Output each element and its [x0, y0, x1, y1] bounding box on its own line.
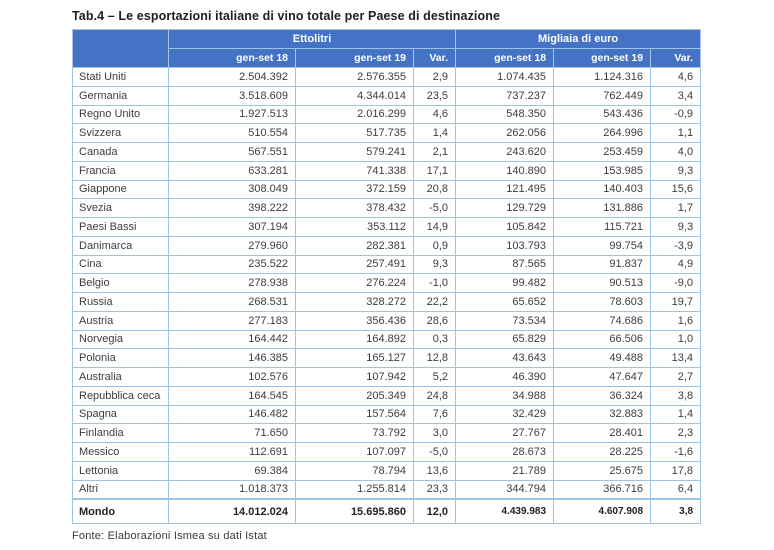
value-cell: 19,7 — [651, 293, 701, 312]
value-cell: 307.194 — [169, 218, 296, 237]
value-cell: 99.482 — [456, 274, 554, 293]
col-header-euro-gen-set-18: gen-set 18 — [456, 49, 554, 68]
value-cell: 741.338 — [296, 161, 414, 180]
value-cell: -5,0 — [414, 443, 456, 462]
table-row — [73, 199, 701, 218]
value-cell: 165.127 — [296, 349, 414, 368]
value-cell: 17,8 — [651, 461, 701, 480]
value-cell: 567.551 — [169, 143, 296, 162]
total-value-cell: 14.012.024 — [169, 499, 296, 524]
value-cell: 157.564 — [296, 405, 414, 424]
value-cell: 3,0 — [414, 424, 456, 443]
value-cell: 102.576 — [169, 368, 296, 387]
value-cell: 510.554 — [169, 124, 296, 143]
value-cell: 0,3 — [414, 330, 456, 349]
group-header-ettolitri: Ettolitri — [169, 30, 456, 49]
value-cell: 2.504.392 — [169, 68, 296, 87]
value-cell: 2,9 — [414, 68, 456, 87]
value-cell: 378.432 — [296, 199, 414, 218]
value-cell: 112.691 — [169, 443, 296, 462]
total-value-cell: 15.695.860 — [296, 499, 414, 524]
value-cell: 1.255.814 — [296, 480, 414, 499]
table-row — [73, 424, 701, 443]
table-row — [73, 311, 701, 330]
table-row — [73, 236, 701, 255]
table-row — [73, 349, 701, 368]
value-cell: 140.403 — [554, 180, 651, 199]
country-cell: Canada — [73, 143, 169, 162]
table-row — [73, 124, 701, 143]
value-cell: 548.350 — [456, 105, 554, 124]
col-header-etto-gen-set-18: gen-set 18 — [169, 49, 296, 68]
value-cell: 99.754 — [554, 236, 651, 255]
value-cell: 9,3 — [414, 255, 456, 274]
value-cell: 164.892 — [296, 330, 414, 349]
wine-exports-table — [72, 29, 701, 524]
value-cell: 164.442 — [169, 330, 296, 349]
value-cell: 2,3 — [651, 424, 701, 443]
value-cell: 2,1 — [414, 143, 456, 162]
value-cell: 115.721 — [554, 218, 651, 237]
value-cell: 1.927.513 — [169, 105, 296, 124]
total-row — [73, 499, 701, 524]
table-row — [73, 255, 701, 274]
value-cell: -9,0 — [651, 274, 701, 293]
value-cell: 1,4 — [651, 405, 701, 424]
value-cell: 372.159 — [296, 180, 414, 199]
table-row — [73, 368, 701, 387]
value-cell: 146.385 — [169, 349, 296, 368]
value-cell: 105.842 — [456, 218, 554, 237]
value-cell: 78.603 — [554, 293, 651, 312]
country-cell: Stati Uniti — [73, 68, 169, 87]
value-cell: 9,3 — [651, 218, 701, 237]
value-cell: 0,9 — [414, 236, 456, 255]
country-cell: Danimarca — [73, 236, 169, 255]
country-cell: Russia — [73, 293, 169, 312]
group-header-row — [73, 30, 701, 49]
country-cell: Paesi Bassi — [73, 218, 169, 237]
value-cell: 253.459 — [554, 143, 651, 162]
value-cell: 1,1 — [651, 124, 701, 143]
value-cell: 243.620 — [456, 143, 554, 162]
value-cell: 279.960 — [169, 236, 296, 255]
value-cell: 2.016.299 — [296, 105, 414, 124]
table-row — [73, 143, 701, 162]
country-cell: Regno Unito — [73, 105, 169, 124]
table-row — [73, 105, 701, 124]
value-cell: 1,7 — [651, 199, 701, 218]
value-cell: 129.729 — [456, 199, 554, 218]
value-cell: 264.996 — [554, 124, 651, 143]
value-cell: 4,9 — [651, 255, 701, 274]
value-cell: 3.518.609 — [169, 86, 296, 105]
value-cell: 356.436 — [296, 311, 414, 330]
value-cell: 65.652 — [456, 293, 554, 312]
table-header — [73, 30, 701, 68]
value-cell: 1.018.373 — [169, 480, 296, 499]
value-cell: 4,6 — [414, 105, 456, 124]
value-cell: 49.488 — [554, 349, 651, 368]
value-cell: 277.183 — [169, 311, 296, 330]
source-note: Fonte: Elaborazioni Ismea su dati Istat — [72, 530, 267, 543]
value-cell: 1.074.435 — [456, 68, 554, 87]
country-cell: Spagna — [73, 405, 169, 424]
value-cell: 328.272 — [296, 293, 414, 312]
value-cell: 15,6 — [651, 180, 701, 199]
value-cell: 308.049 — [169, 180, 296, 199]
value-cell: 107.942 — [296, 368, 414, 387]
value-cell: 5,2 — [414, 368, 456, 387]
value-cell: 32.429 — [456, 405, 554, 424]
country-cell: Repubblica ceca — [73, 386, 169, 405]
table-row — [73, 68, 701, 87]
value-cell: 2.576.355 — [296, 68, 414, 87]
country-cell: Svezia — [73, 199, 169, 218]
value-cell: 262.056 — [456, 124, 554, 143]
group-header-migliaia-di-euro: Migliaia di euro — [456, 30, 701, 49]
value-cell: 28.401 — [554, 424, 651, 443]
table-body — [73, 68, 701, 500]
value-cell: 91.837 — [554, 255, 651, 274]
value-cell: 27.767 — [456, 424, 554, 443]
value-cell: 282.381 — [296, 236, 414, 255]
table-row — [73, 180, 701, 199]
value-cell: 4,0 — [651, 143, 701, 162]
table-row — [73, 405, 701, 424]
value-cell: 3,4 — [651, 86, 701, 105]
value-cell: 78.794 — [296, 461, 414, 480]
value-cell: 235.522 — [169, 255, 296, 274]
value-cell: 43.643 — [456, 349, 554, 368]
value-cell: 146.482 — [169, 405, 296, 424]
value-cell: 543.436 — [554, 105, 651, 124]
country-cell: Finlandia — [73, 424, 169, 443]
value-cell: 65.829 — [456, 330, 554, 349]
value-cell: 13,6 — [414, 461, 456, 480]
value-cell: 257.491 — [296, 255, 414, 274]
country-cell: Germania — [73, 86, 169, 105]
value-cell: 14,9 — [414, 218, 456, 237]
value-cell: 17,1 — [414, 161, 456, 180]
value-cell: 28.225 — [554, 443, 651, 462]
value-cell: 4,6 — [651, 68, 701, 87]
value-cell: 1,4 — [414, 124, 456, 143]
corner-cell — [73, 30, 169, 68]
value-cell: 762.449 — [554, 86, 651, 105]
country-cell: Polonia — [73, 349, 169, 368]
value-cell: 28.673 — [456, 443, 554, 462]
country-cell: Lettonia — [73, 461, 169, 480]
value-cell: 1,6 — [651, 311, 701, 330]
value-cell: 344.794 — [456, 480, 554, 499]
value-cell: -0,9 — [651, 105, 701, 124]
value-cell: 205.349 — [296, 386, 414, 405]
table-row — [73, 274, 701, 293]
country-cell: Messico — [73, 443, 169, 462]
value-cell: 131.886 — [554, 199, 651, 218]
col-header-euro-var: Var. — [651, 49, 701, 68]
value-cell: 579.241 — [296, 143, 414, 162]
value-cell: 24,8 — [414, 386, 456, 405]
table-row — [73, 218, 701, 237]
country-cell: Austria — [73, 311, 169, 330]
total-value-cell: 4.439.983 — [456, 499, 554, 524]
value-cell: 366.716 — [554, 480, 651, 499]
col-header-etto-var: Var. — [414, 49, 456, 68]
value-cell: 737.237 — [456, 86, 554, 105]
value-cell: 73.534 — [456, 311, 554, 330]
country-cell: Altri — [73, 480, 169, 499]
country-cell: Norvegia — [73, 330, 169, 349]
value-cell: 517.735 — [296, 124, 414, 143]
value-cell: 47.647 — [554, 368, 651, 387]
total-value-cell: 3,8 — [651, 499, 701, 524]
value-cell: 22,2 — [414, 293, 456, 312]
country-cell: Svizzera — [73, 124, 169, 143]
value-cell: -1,6 — [651, 443, 701, 462]
value-cell: 1.124.316 — [554, 68, 651, 87]
value-cell: 12,8 — [414, 349, 456, 368]
value-cell: 34.988 — [456, 386, 554, 405]
table-footer-body — [73, 499, 701, 524]
value-cell: 71.650 — [169, 424, 296, 443]
col-header-euro-gen-set-19: gen-set 19 — [554, 49, 651, 68]
value-cell: 23,5 — [414, 86, 456, 105]
value-cell: -1,0 — [414, 274, 456, 293]
value-cell: 74.686 — [554, 311, 651, 330]
country-cell: Francia — [73, 161, 169, 180]
value-cell: 90.513 — [554, 274, 651, 293]
country-cell: Belgio — [73, 274, 169, 293]
value-cell: 353.112 — [296, 218, 414, 237]
value-cell: 69.384 — [169, 461, 296, 480]
value-cell: 6,4 — [651, 480, 701, 499]
value-cell: 633.281 — [169, 161, 296, 180]
value-cell: 25.675 — [554, 461, 651, 480]
value-cell: 1,0 — [651, 330, 701, 349]
value-cell: 3,8 — [651, 386, 701, 405]
col-header-etto-gen-set-19: gen-set 19 — [296, 49, 414, 68]
value-cell: -5,0 — [414, 199, 456, 218]
country-cell: Australia — [73, 368, 169, 387]
value-cell: 107.097 — [296, 443, 414, 462]
value-cell: 164.545 — [169, 386, 296, 405]
value-cell: 140.890 — [456, 161, 554, 180]
value-cell: 121.495 — [456, 180, 554, 199]
value-cell: 153.985 — [554, 161, 651, 180]
total-value-cell: 4.607.908 — [554, 499, 651, 524]
table-title: Tab.4 – Le esportazioni italiane di vino totale per Paese di destinazione — [72, 9, 501, 23]
value-cell: 103.793 — [456, 236, 554, 255]
table-row — [73, 443, 701, 462]
value-cell: 23,3 — [414, 480, 456, 499]
value-cell: 28,6 — [414, 311, 456, 330]
country-cell: Giappone — [73, 180, 169, 199]
total-row-label: Mondo — [73, 499, 169, 524]
value-cell: 278.938 — [169, 274, 296, 293]
value-cell: 276.224 — [296, 274, 414, 293]
value-cell: 32.883 — [554, 405, 651, 424]
value-cell: 21.789 — [456, 461, 554, 480]
value-cell: 13,4 — [651, 349, 701, 368]
table-row — [73, 293, 701, 312]
table-row — [73, 461, 701, 480]
country-cell: Cina — [73, 255, 169, 274]
value-cell: 20,8 — [414, 180, 456, 199]
value-cell: 73.792 — [296, 424, 414, 443]
total-value-cell: 12,0 — [414, 499, 456, 524]
value-cell: 46.390 — [456, 368, 554, 387]
value-cell: 268.531 — [169, 293, 296, 312]
value-cell: 36.324 — [554, 386, 651, 405]
value-cell: 398.222 — [169, 199, 296, 218]
value-cell: -3,9 — [651, 236, 701, 255]
value-cell: 9,3 — [651, 161, 701, 180]
table-row — [73, 330, 701, 349]
value-cell: 66.506 — [554, 330, 651, 349]
value-cell: 87.565 — [456, 255, 554, 274]
value-cell: 4.344.014 — [296, 86, 414, 105]
table-row — [73, 386, 701, 405]
report-page — [72, 9, 712, 542]
table-row — [73, 86, 701, 105]
table-row — [73, 480, 701, 499]
value-cell: 7,6 — [414, 405, 456, 424]
table-row — [73, 161, 701, 180]
value-cell: 2,7 — [651, 368, 701, 387]
